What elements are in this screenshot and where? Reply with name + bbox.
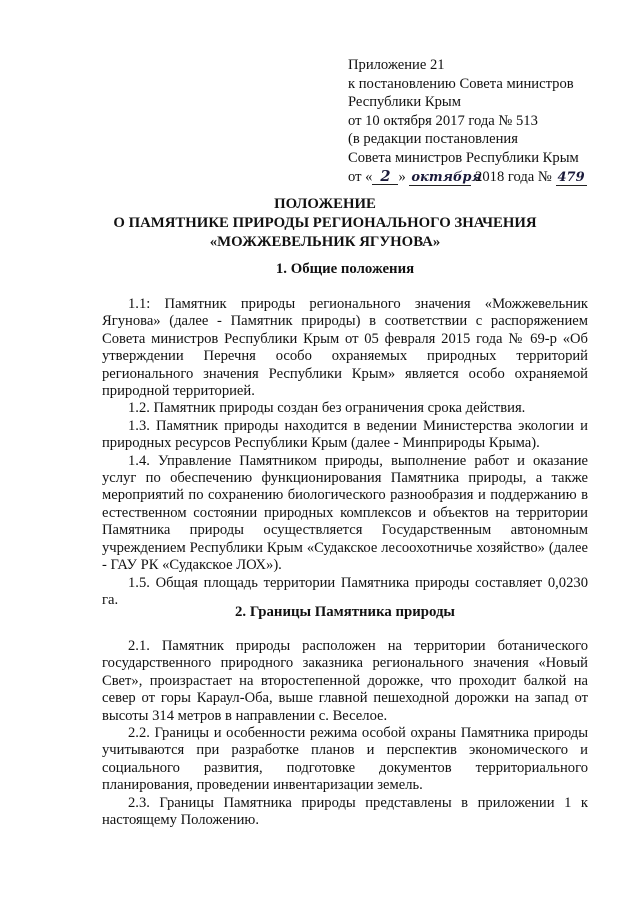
appendix-line: (в редакции постановления xyxy=(348,131,518,148)
title-line: О ПАМЯТНИКЕ ПРИРОДЫ РЕГИОНАЛЬНОГО ЗНАЧЕНИЯ xyxy=(113,215,537,231)
paragraph: 1.1: Памятник природы регионального значения «Можжевельник Ягунова» (далее - Памятник природы) в соответствии с распоряжением Совета министров Республики Крым от 05 февраля 2015 года № 69-р «Об утверждении Перечня особо охраняемых природных территорий регионального значения Республики Крым» является особо охраняемой природной территорией. xyxy=(102,296,588,400)
appendix-line: от 10 октября 2017 года № 513 xyxy=(348,112,538,129)
section-heading: 1. Общие положения xyxy=(275,261,415,277)
appendix-line: Республики Крым xyxy=(348,94,461,111)
appendix-line: Совета министров Республики Крым xyxy=(348,149,579,166)
paragraph: 1.2. Памятник природы создан без ограничения срока действия. xyxy=(128,400,526,417)
appendix-header xyxy=(348,56,608,186)
appendix-line: Приложение 21 xyxy=(348,57,445,73)
title-line: «МОЖЖЕВЕЛЬНИК ЯГУНОВА» xyxy=(209,234,441,250)
title-line: ПОЛОЖЕНИЕ xyxy=(274,196,376,212)
paragraph: 1.5. Общая площадь территории Памятника природы составляет 0,0230 га. xyxy=(102,574,588,608)
section-heading: 2. Границы Памятника природы xyxy=(235,604,455,620)
handwritten-number: 479 xyxy=(557,169,585,185)
paragraph: 2.1. Памятник природы расположен на территории ботанического государственного природного заказника регионального значения «Новый Свет», произрастает на второстепенной дорожке, что проходит балкой на север от горы Караул-Оба, выше главной пешеходной дорожки на запад от высоты 314 метров в направлении с. Веселое. xyxy=(102,638,588,724)
handwritten-month: октября xyxy=(411,169,482,185)
section-2-body xyxy=(102,638,588,829)
amendment-year: 2018 года № xyxy=(475,168,552,185)
amendment-quote: » xyxy=(398,168,406,185)
document-title xyxy=(60,195,590,252)
amendment-prefix: от « xyxy=(348,168,373,185)
paragraph: 1.3. Памятник природы находится в ведении Министерства экологии и природных ресурсов Республики Крым (далее - Минприроды Крыма). xyxy=(102,417,588,452)
paragraph: 1.4. Управление Памятником природы, выполнение работ и оказание услуг по обеспечению функционирования Памятника природы, а также мероприятий по сохранению биологического разнообразия и поддержанию в естественном состоянии природных комплексов и объектов на территории Памятника природы осуществляется Государственным автономным учреждением Республики Крым «Судакское лесоохотничье хозяйство» (далее - ГАУ РК «Судакское ЛОХ»). xyxy=(102,452,588,574)
appendix-line: к постановлению Совета министров xyxy=(348,75,574,92)
paragraph: 2.3. Границы Памятника природы представлены в приложении 1 к настоящему Положению. xyxy=(102,794,588,829)
amendment-date-line xyxy=(348,168,608,187)
section-1-body xyxy=(102,296,588,609)
handwritten-day: 2 xyxy=(372,170,398,185)
paragraph: 2.2. Границы и особенности режима особой охраны Памятника природы учитываются при разработке планов и перспектив экономического и социального развития, подготовке документов территориального планирования, проведении инвентаризации земель. xyxy=(102,725,588,794)
